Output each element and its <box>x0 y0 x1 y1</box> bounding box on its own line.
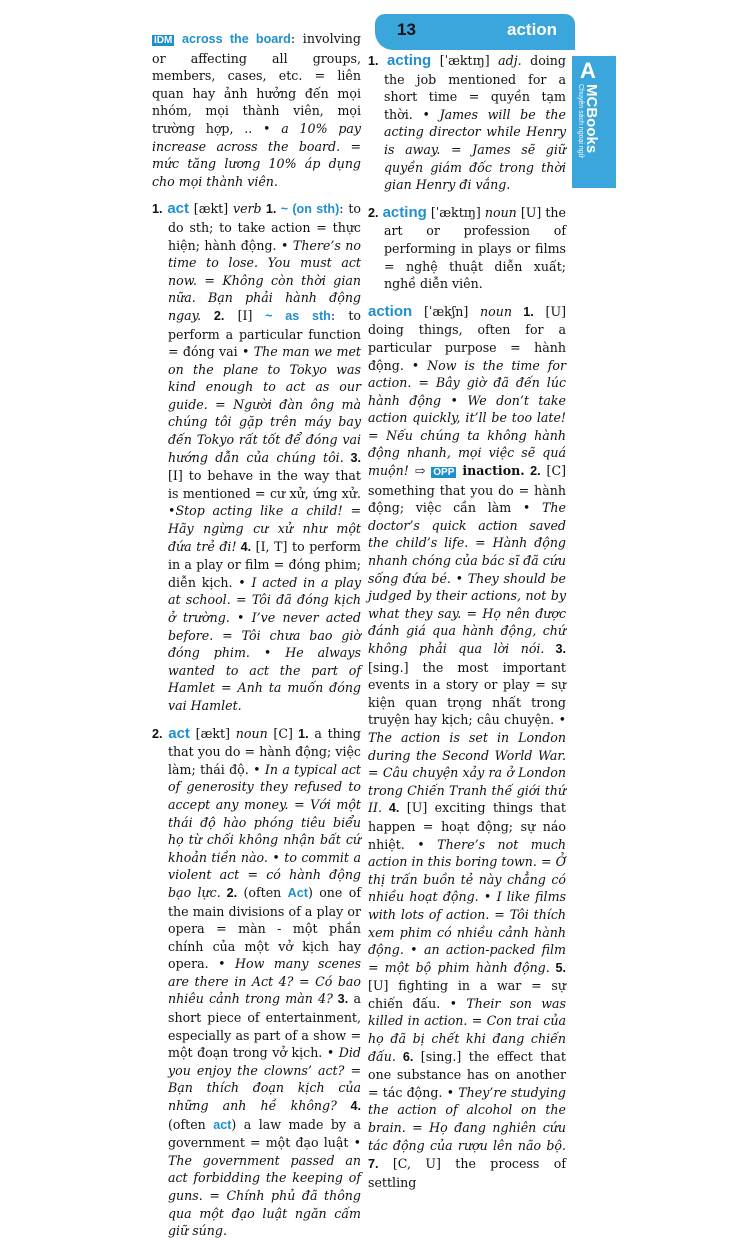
idiom-phrase: across the board <box>182 32 291 46</box>
sense-definition: [I] to behave in the way that is mentioned = cư xử, ứng xử. • <box>168 468 361 519</box>
part-of-speech: verb <box>232 201 262 217</box>
part-of-speech: noun <box>484 204 517 220</box>
sense-prefix: (often <box>237 884 288 900</box>
sense-definition: [sing.] the most important events in a story or play = sự kiện quan trọng nhất trong truyện hay kịch; câu chuyện. • <box>368 659 566 728</box>
sense-example: Their son was killed in action. = Con trai của họ đã bị chết khi đang chiến đấu. <box>368 995 566 1064</box>
sense-definition: [U] exciting things that happen = hoạt động; sự náo nhiệt. • <box>368 800 566 852</box>
sense-number: 3. <box>343 450 361 465</box>
opposite-word: inaction. <box>462 463 525 479</box>
publisher-tagline: Chuyên sách ngoại ngữ <box>577 84 584 159</box>
sense-number: 2. <box>220 885 238 900</box>
part-of-speech: noun <box>480 303 512 319</box>
sense-definition: ) one of the main divisions of a play or opera = màn - một phần chính của một vở kịch hay opera. • <box>168 884 361 972</box>
sense-prefix: (often <box>168 1116 214 1132</box>
sense-definition: ) a law made by a government = một đạo luật • <box>168 1116 361 1151</box>
headword: acting <box>387 52 432 69</box>
sense-example: There’s not much action in this boring town. = Ở thị trấn buồn tẻ này chẳng có nhiều hoạt động. • I like films with lots of action. = Tôi thích xem phim có nhiều cảnh hành động. • an action-packed film = một bộ phim hành động. <box>368 836 567 975</box>
grammar-code: [C] <box>267 725 293 741</box>
sense-definition: [I, T] to perform in a play or film = đóng phim; diễn kịch. • <box>168 538 361 590</box>
sense-example: I acted in a play at school. = Tôi đã đóng kịch ở trường. • I’ve never acted before. = Tôi chưa bao giờ đóng phim. • He always wanted to act the part of Hamlet = Anh ta muốn đóng vai Hamlet. <box>168 574 361 713</box>
sense-number: 1. <box>511 304 534 319</box>
sense-example: James will be the acting director while Henry is away. = James sẽ giữ quyền giám đốc trong thời gian Henry đi vắng. <box>384 106 566 193</box>
sense-definition: doing the job mentioned for a short time = quyền tạm thời. • <box>384 53 566 122</box>
sense-example: The doctor’s quick action saved the child’s life. = Hành động nhanh chóng của bác sĩ đã cứu sống đứa bé. • They should be judged by their actions, not by what they say. = Họ nên được đánh giá qua hành động, chứ không phải qua lời nói. <box>368 500 566 656</box>
sense-example: They’re studying the action of alcohol on the brain. = Họ đang nghiên cứu tác động của rượu lên não bộ. <box>368 1084 566 1153</box>
sense-number: 6. <box>395 1049 414 1064</box>
idiom-badge: IDM <box>154 35 173 46</box>
entry-acting-noun <box>368 204 566 293</box>
idiom-example: a 10% pay increase across the board. = mức tăng lương 10% áp dụng cho mọi thành viên. <box>152 120 361 189</box>
sense-example: Stop acting like a child! = Hãy ngừng cư xử như một đứa trẻ đi! <box>168 503 361 554</box>
entry-action-noun <box>368 303 566 1192</box>
sense-number: 2. <box>201 308 225 323</box>
headword: act <box>168 724 190 742</box>
sense-example: Did you enjoy the clowns’ act? = Bạn thích đoạn kịch của những anh hề không? <box>168 1045 361 1114</box>
sense-number: 4. <box>336 1099 361 1114</box>
pronunciation: [ˈæktɪŋ] <box>426 204 485 220</box>
headword: acting <box>382 203 427 221</box>
tab-letter: A <box>580 58 596 83</box>
homograph-number: 1. <box>368 54 379 68</box>
variant-word: Act <box>287 885 308 900</box>
sense-example: In a typical act of generosity they refused to accept any money. = Với một thái độ hào phóng tiêu biểu họ từ chối không nhận bất cứ khoản tiền nào. • to commit a violent act = có hành động bạo lực. <box>168 761 361 900</box>
grammar-code: [I] <box>224 307 253 323</box>
homograph-number: 1. <box>152 202 163 217</box>
sense-number: 2. <box>524 464 541 479</box>
homograph-number: 2. <box>152 726 163 741</box>
homograph-number: 2. <box>368 205 379 220</box>
sense-example: Now is the time for action. = Bây giờ đã đến lúc hành động • We don’t take action quickly, it’ll be too late! = Nếu chúng ta không hành động nhanh, mọi việc sẽ quá muộn! <box>368 357 566 479</box>
sense-pattern: ~ (on sth) <box>276 202 340 217</box>
sense-number: 7. <box>368 1157 379 1172</box>
alphabet-side-tab <box>572 56 616 188</box>
sense-number: 4. <box>236 539 252 554</box>
sense-definition: [U] fighting in a war = sự chiến đấu. • <box>368 978 566 1011</box>
sense-definition: : to do sth; to take action = thực hiện; hành động. • <box>168 201 361 253</box>
part-of-speech: noun <box>235 725 268 741</box>
sense-definition: [U] the art or profession of performing in plays or films = nghệ thuật diễn xuất; nghề diễn viên. <box>384 204 566 292</box>
pronunciation: [ˈæktɪŋ] <box>431 53 499 68</box>
column-right <box>368 52 566 1191</box>
entry-act-verb <box>152 200 361 714</box>
sense-number: 4. <box>381 801 400 816</box>
column-left <box>152 30 361 1240</box>
pronunciation: [ˈækʃn] <box>412 303 481 319</box>
sense-definition: [C] something that you do = hành động; việc cần làm • <box>368 463 566 516</box>
sense-number: 5. <box>549 960 566 975</box>
sense-example: There’s no time to lose. You must act now. = Không còn thời gian nữa. Bạn phải hành động ngay. <box>168 237 361 323</box>
running-head-title: action <box>507 20 558 39</box>
opposite-badge: OPP <box>433 467 455 479</box>
sense-example: The government passed an act forbidding the keeping of guns. = Chính phủ đã thông qua một đạo luật ngăn cấm giữ súng. <box>168 1152 361 1239</box>
sense-definition: [sing.] the effect that one substance has on another = tác động. • <box>368 1048 566 1100</box>
publisher-logo: MCBooks <box>583 84 600 154</box>
sense-example: The action is set in London during the Second World War. = Câu chuyện xảy ra ở London trong Chiến Tranh thế giới thứ II. <box>368 729 566 816</box>
sense-number: 1. <box>261 202 277 217</box>
headword: act <box>167 200 189 218</box>
sense-number: 1. <box>292 726 309 741</box>
page-number: 13 <box>397 20 416 39</box>
sense-definition: [U] doing things, often for a particular purpose = hành động. • <box>368 303 566 373</box>
sense-definition: : to perform a particular function = đóng vai • <box>168 307 361 360</box>
pronunciation: [ækt] <box>189 201 233 217</box>
variant-word: act <box>213 1117 232 1132</box>
sense-pattern: ~ as sth <box>252 308 331 323</box>
sense-definition: a short piece of entertainment, especially as part of a show = một đoạn trong vở kịch. • <box>168 991 361 1061</box>
sense-definition: [C, U] the process of settling <box>368 1156 566 1190</box>
entry-act-noun <box>152 725 361 1240</box>
pronunciation: [ækt] <box>189 725 236 741</box>
sense-example: How many scenes are there in Act 4? = Có bao nhiêu cảnh trong màn 4? <box>168 956 362 1007</box>
entry-idiom-across-the-board <box>152 30 361 190</box>
sense-example: The man we met on the plane to Tokyo was kind enough to act as our guide. = Người đàn ông mà chúng tôi gặp trên máy bay đến Tokyo rất tốt để đóng vai hướng dẫn của chúng tôi. <box>168 344 361 465</box>
sense-number: 3. <box>332 992 349 1007</box>
idiom-definition: : involving or affecting all groups, members, cases, etc. = liên quan hay ảnh hưởng đến mọi nhóm, mọi thành viên, mọi trường hợp, .. • <box>152 31 361 136</box>
part-of-speech: adj. <box>498 53 522 68</box>
entry-acting-adj <box>368 52 566 194</box>
sense-number: 3. <box>544 642 566 656</box>
headword: action <box>368 302 413 320</box>
sense-definition: a thing that you do = hành động; việc làm; thái độ. • <box>168 725 361 777</box>
arrow-icon: ⇨ <box>408 463 432 479</box>
